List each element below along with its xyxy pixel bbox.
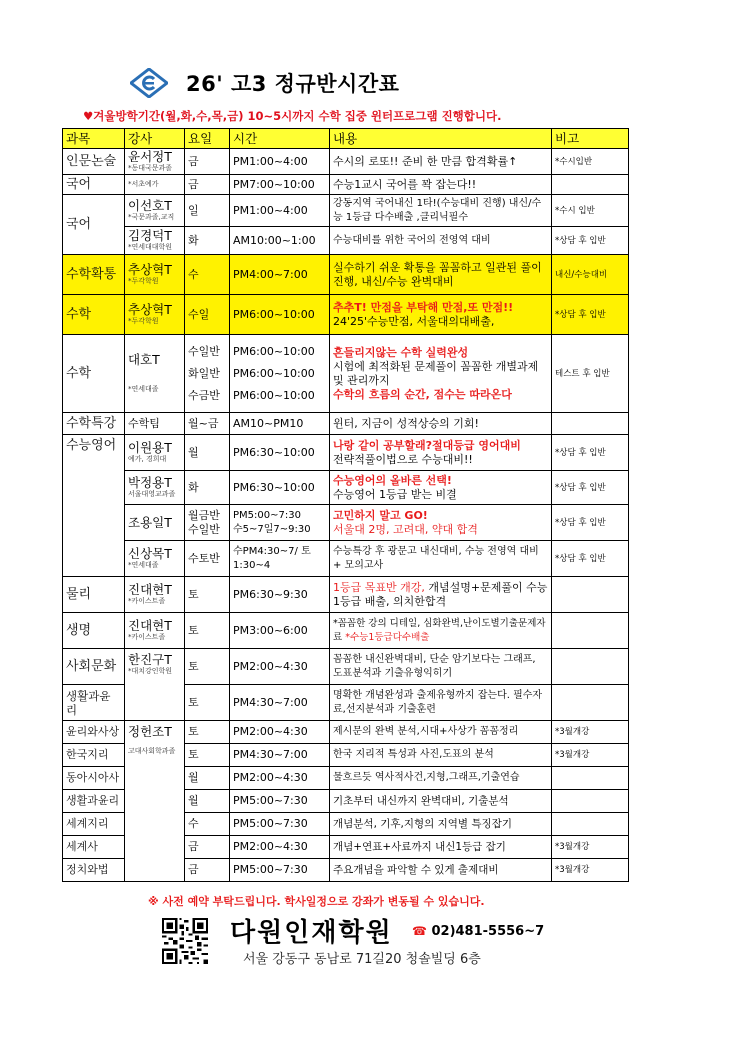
- day-cell: 금: [185, 149, 230, 175]
- time-cell: AM10~PM10: [230, 413, 330, 435]
- note-cell: [552, 790, 629, 813]
- table-row: [63, 471, 629, 505]
- day-cell: 토: [185, 721, 230, 744]
- column-header: 요일: [185, 129, 230, 149]
- phone-number-text: 02)481-5556~7: [431, 924, 545, 939]
- time-cell: PM4:30~7:00: [230, 744, 330, 767]
- subject-cell: 세계사: [63, 836, 125, 859]
- content-cell: 개념+연표+사료까지 내신1등급 잡기: [330, 836, 552, 859]
- note-cell: *상담 후 입반: [552, 227, 629, 255]
- day-cell: 토: [185, 577, 230, 613]
- content-cell: 한국 지리적 특성과 사진,도표의 분석: [330, 744, 552, 767]
- time-cell: PM6:00~10:00 PM6:00~10:00 PM6:00~10:00: [230, 335, 330, 413]
- teacher-cell: 박정용T 서울대영교과졸: [125, 471, 185, 505]
- teacher-cell: 신상목T *연세대졸: [125, 541, 185, 577]
- content-cell: *꼼꼼한 강의 디테일, 심화완벽,난이도별기출문제자료 *수능1등급다수배출: [330, 613, 552, 649]
- table-row: [63, 195, 629, 227]
- subject-cell: 생활과윤리: [63, 790, 125, 813]
- day-cell: 토: [185, 649, 230, 685]
- teacher-cell: 추상혁T *두각학원: [125, 255, 185, 295]
- day-cell: 일: [185, 195, 230, 227]
- column-header: 과목: [63, 129, 125, 149]
- schedule-table: [62, 128, 629, 882]
- note-cell: *수시입반: [552, 149, 629, 175]
- column-header: 내용: [330, 129, 552, 149]
- table-row: [63, 149, 629, 175]
- teacher-cell: 이선호T *국문과졸,교직: [125, 195, 185, 227]
- subject-cell: 물리: [63, 577, 125, 613]
- day-cell: 화: [185, 471, 230, 505]
- table-row: [63, 613, 629, 649]
- subject-cell: 수학확통: [63, 255, 125, 295]
- note-cell: 내신/수능대비: [552, 255, 629, 295]
- teacher-cell: 진대현T *카이스트졸: [125, 613, 185, 649]
- teacher-cell: 이원용T 예가, 경희대: [125, 435, 185, 471]
- table-row: [63, 577, 629, 613]
- day-cell: 수일: [185, 295, 230, 335]
- phone-number: [412, 924, 544, 939]
- time-cell: PM1:00~4:00: [230, 149, 330, 175]
- time-cell: AM10:00~1:00: [230, 227, 330, 255]
- qr-code-icon[interactable]: [162, 918, 208, 964]
- teacher-cell: *서초예가: [125, 175, 185, 195]
- day-cell: 토: [185, 685, 230, 721]
- note-cell: *상담 후 입반: [552, 471, 629, 505]
- teacher-cell: 김경덕T *연세대대학원: [125, 227, 185, 255]
- note-cell: [552, 767, 629, 790]
- content-cell: 강동지역 국어내신 1타!(수능대비 진행) 내신/수능 1등급 다수배출 ,클리닉필수: [330, 195, 552, 227]
- time-cell: PM5:00~7:30: [230, 813, 330, 836]
- note-cell: 테스트 후 입반: [552, 335, 629, 413]
- subject-cell: 생활과윤리: [63, 685, 125, 721]
- subject-cell: 한국지리: [63, 744, 125, 767]
- content-cell: 고민하지 말고 GO! 서울대 2명, 고려대, 약대 합격: [330, 505, 552, 541]
- note-cell: [552, 649, 629, 685]
- content-cell: 수시의 로또!! 준비 한 만큼 합격확률↑: [330, 149, 552, 175]
- day-cell: 토: [185, 744, 230, 767]
- teacher-cell: 대호T *연세대졸: [125, 335, 185, 413]
- column-header: 비고: [552, 129, 629, 149]
- content-cell: 나랑 같이 공부할래?절대등급 영어대비 전략적풀이법으로 수능대비!!: [330, 435, 552, 471]
- day-cell: 토: [185, 613, 230, 649]
- note-cell: [552, 413, 629, 435]
- teacher-cell: 한진구T *대치강인학원: [125, 649, 185, 721]
- page-header: [130, 68, 399, 98]
- content-cell: 수능대비를 위한 국어의 전영역 대비: [330, 227, 552, 255]
- day-cell: 월: [185, 767, 230, 790]
- column-header: 시간: [230, 129, 330, 149]
- day-cell: 금: [185, 859, 230, 882]
- note-cell: *3월개강: [552, 744, 629, 767]
- note-cell: *상담 후 입반: [552, 295, 629, 335]
- day-cell: 금: [185, 175, 230, 195]
- time-cell: PM2:00~4:30: [230, 649, 330, 685]
- content-cell: 흔들리지않는 수학 실력완성 시험에 최적화된 문제풀이 꼼꼼한 개별과제 및 관리까지 수학의 흐름의 순간, 점수는 따라온다: [330, 335, 552, 413]
- day-cell: 화: [185, 227, 230, 255]
- subject-cell: 정치와법: [63, 859, 125, 882]
- day-cell: 수: [185, 255, 230, 295]
- day-cell: 금: [185, 836, 230, 859]
- academy-name: 다원인재학원: [230, 918, 393, 948]
- winter-notice: ♥겨울방학기간(월,화,수,목,금) 10~5시까지 수학 집중 윈터프로그램 진행합니다.: [83, 109, 502, 123]
- content-cell: 추추T! 만점을 부탁해 만점,또 만점!! 24'25'수능만점, 서울대의대배출,: [330, 295, 552, 335]
- subject-cell: 국어: [63, 175, 125, 195]
- time-cell: PM6:30~10:00: [230, 471, 330, 505]
- content-cell: 제시문의 완벽 분석,시대+사상가 꼼꼼정리: [330, 721, 552, 744]
- subject-cell: 생명: [63, 613, 125, 649]
- subject-cell: 동아시아사: [63, 767, 125, 790]
- day-cell: 수: [185, 813, 230, 836]
- subject-cell: 세계지리: [63, 813, 125, 836]
- time-cell: 수PM4:30~7/ 토1:30~4: [230, 541, 330, 577]
- note-cell: *상담 후 입반: [552, 541, 629, 577]
- time-cell: PM2:00~4:30: [230, 767, 330, 790]
- table-header-row: [63, 129, 629, 149]
- subject-cell: 수학: [63, 295, 125, 335]
- teacher-cell: 진대현T *카이스트졸: [125, 577, 185, 613]
- time-cell: PM2:00~4:30: [230, 721, 330, 744]
- note-cell: [552, 613, 629, 649]
- telephone-icon: ☎: [412, 924, 427, 938]
- academy-address: 서울 강동구 동남로 71길20 청솔빌딩 6층: [243, 952, 481, 967]
- teacher-cell: 추상혁T *두각학원: [125, 295, 185, 335]
- time-cell: PM6:00~10:00: [230, 295, 330, 335]
- content-cell: 1등급 목표반 개강, 개념설명+문제풀이 수능1등급 배출, 의치한합격: [330, 577, 552, 613]
- teacher-cell: 조용일T: [125, 505, 185, 541]
- subject-cell: 윤리와사상: [63, 721, 125, 744]
- content-cell: 꼼꼼한 내신완벽대비, 단순 암기보다는 그래프, 도표분석과 기출유형익히기: [330, 649, 552, 685]
- time-cell: PM5:00~7:30 수5~7일7~9:30: [230, 505, 330, 541]
- time-cell: PM6:30~9:30: [230, 577, 330, 613]
- day-cell: 월금반 수일반: [185, 505, 230, 541]
- time-cell: PM2:00~4:30: [230, 836, 330, 859]
- table-row: [63, 505, 629, 541]
- content-cell: 수능영어의 올바른 선택! 수능영어 1등급 받는 비결: [330, 471, 552, 505]
- teacher-cell: 정헌조T 고대사회학과졸: [125, 721, 185, 882]
- day-cell: 월: [185, 790, 230, 813]
- table-row: [63, 413, 629, 435]
- subject-cell: 사회문화: [63, 649, 125, 685]
- time-cell: PM5:00~7:30: [230, 790, 330, 813]
- time-cell: PM1:00~4:00: [230, 195, 330, 227]
- page-title: 26' 고3 정규반시간표: [186, 72, 400, 96]
- time-cell: PM5:00~7:30: [230, 859, 330, 882]
- note-cell: [552, 685, 629, 721]
- time-cell: PM7:00~10:00: [230, 175, 330, 195]
- content-cell: 기초부터 내신까지 완벽대비, 기출분석: [330, 790, 552, 813]
- note-cell: [552, 813, 629, 836]
- table-row: [63, 335, 629, 413]
- note-cell: *수시 입반: [552, 195, 629, 227]
- content-cell: 수능1교시 국어를 꽉 잡는다!!: [330, 175, 552, 195]
- column-header: 강사: [125, 129, 185, 149]
- day-cell: 월: [185, 435, 230, 471]
- table-row: [63, 227, 629, 255]
- table-row: [63, 255, 629, 295]
- note-cell: *3월개강: [552, 859, 629, 882]
- day-cell: 월~금: [185, 413, 230, 435]
- content-cell: 명확한 개념완성과 출제유형까지 잡는다. 필수자료,선지분석과 기출훈련: [330, 685, 552, 721]
- note-cell: *상담 후 입반: [552, 435, 629, 471]
- table-row: [63, 175, 629, 195]
- subject-cell: 국어: [63, 195, 125, 255]
- academy-logo-icon: [130, 68, 168, 98]
- subject-cell: 수능영어: [63, 435, 125, 577]
- content-cell: 실수하기 쉬운 확통을 꼼꼼하고 일관된 풀이 진행, 내신/수능 완벽대비: [330, 255, 552, 295]
- table-row: [63, 541, 629, 577]
- subject-cell: 수학: [63, 335, 125, 413]
- subject-cell: 수학특강: [63, 413, 125, 435]
- table-row: [63, 435, 629, 471]
- content-cell: 수능특강 후 광문고 내신대비, 수능 전영역 대비 + 모의고사: [330, 541, 552, 577]
- note-cell: *3월개강: [552, 721, 629, 744]
- table-row: [63, 295, 629, 335]
- note-cell: [552, 577, 629, 613]
- teacher-cell: 수학팀: [125, 413, 185, 435]
- note-cell: *3월개강: [552, 836, 629, 859]
- reservation-warning: ※ 사전 예약 부탁드립니다. 학사일정으로 강좌가 변동될 수 있습니다.: [148, 895, 485, 908]
- content-cell: 개념분석, 기후,지형의 지역별 특징잡기: [330, 813, 552, 836]
- content-cell: 물흐르듯 역사적사건,지형,그래프,기출연습: [330, 767, 552, 790]
- teacher-cell: 윤서정T *동대국문과졸: [125, 149, 185, 175]
- subject-cell: 인문논술: [63, 149, 125, 175]
- day-cell: 수일반 화일반 수금반: [185, 335, 230, 413]
- note-cell: [552, 175, 629, 195]
- time-cell: PM4:00~7:00: [230, 255, 330, 295]
- table-row: [63, 649, 629, 685]
- time-cell: PM3:00~6:00: [230, 613, 330, 649]
- time-cell: PM6:30~10:00: [230, 435, 330, 471]
- content-cell: 주요개념을 파악할 수 있게 출제대비: [330, 859, 552, 882]
- time-cell: PM4:30~7:00: [230, 685, 330, 721]
- day-cell: 수토반: [185, 541, 230, 577]
- note-cell: *상담 후 입반: [552, 505, 629, 541]
- content-cell: 윈터, 지금이 성적상승의 기회!: [330, 413, 552, 435]
- table-row: [63, 721, 629, 744]
